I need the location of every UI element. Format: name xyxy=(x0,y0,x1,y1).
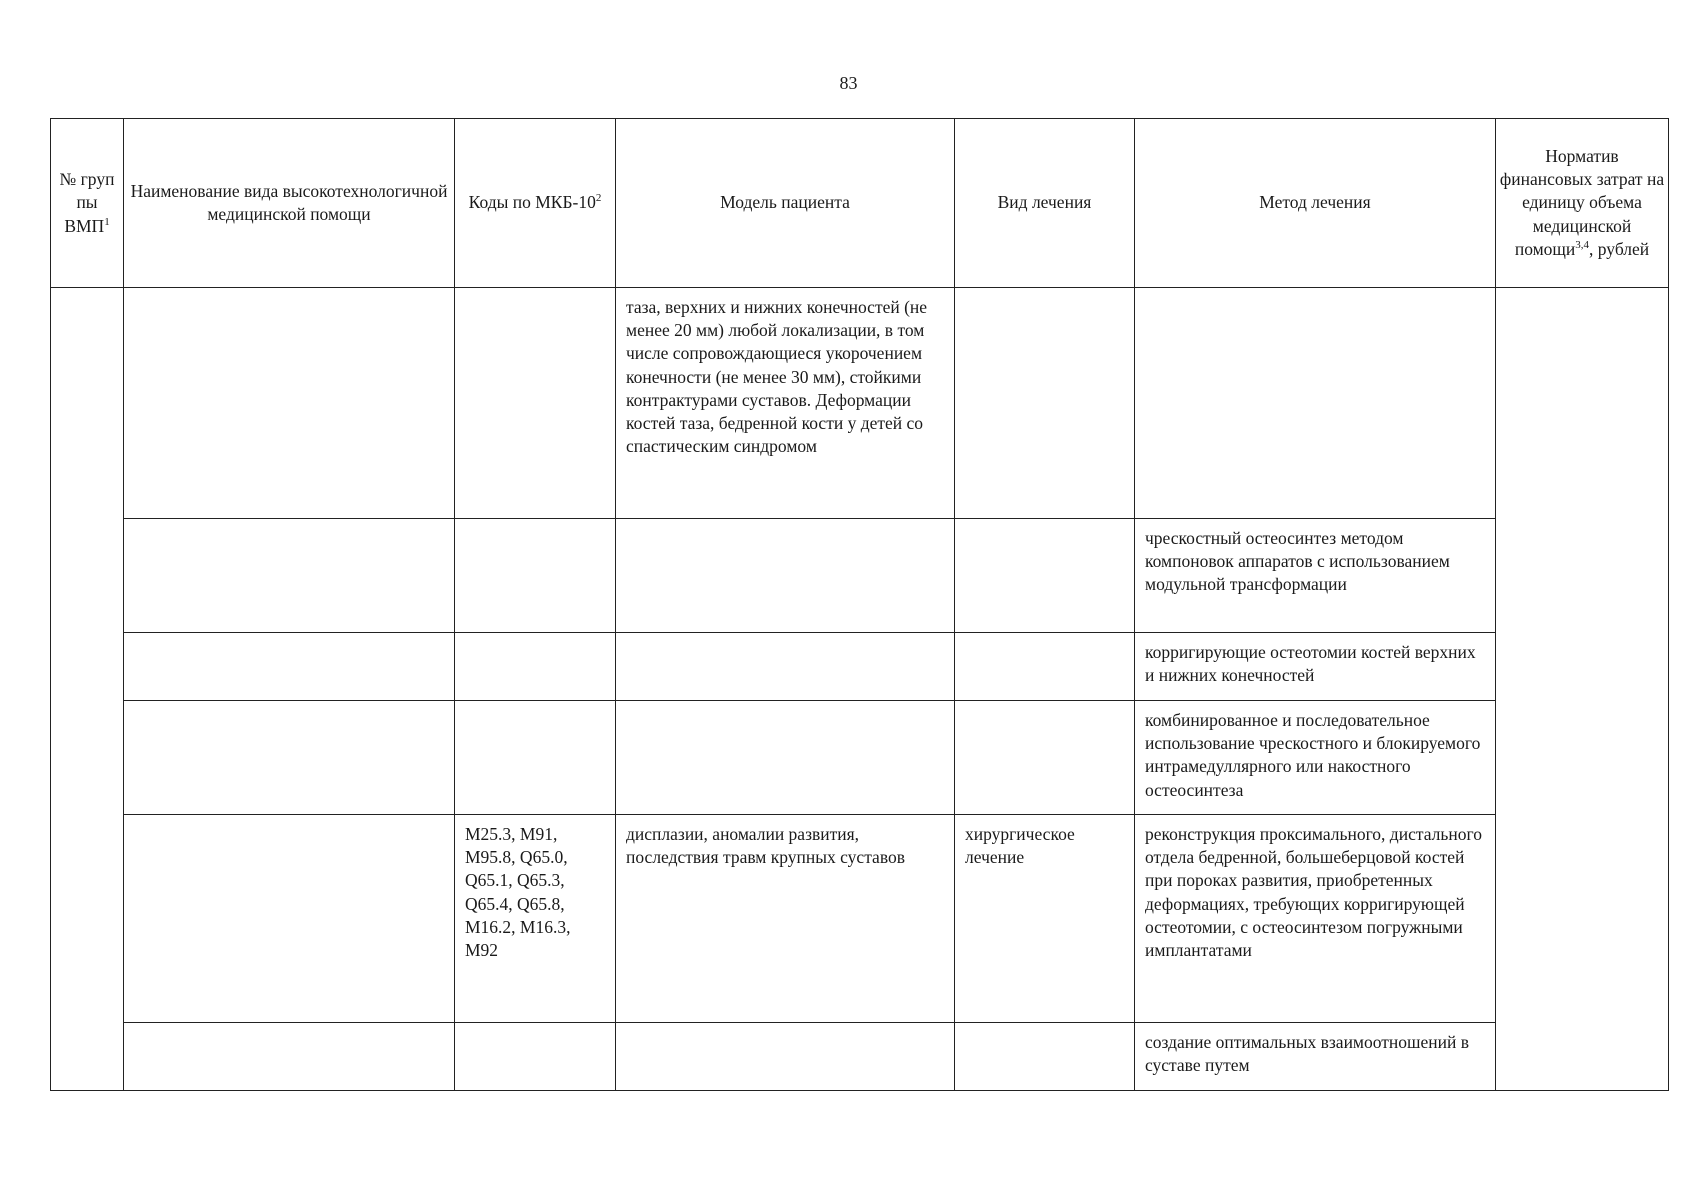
page-number: 83 xyxy=(839,73,858,93)
header-patient-model: Модель пациента xyxy=(616,119,955,288)
table-row xyxy=(51,701,1669,815)
treatment-type-cell: хирургическое лечение xyxy=(955,815,1135,1023)
table-row xyxy=(51,288,1669,519)
icd-codes-cell xyxy=(455,633,616,701)
cost-norm-cell xyxy=(1496,288,1669,1091)
treatment-method-cell: чрескостный остеосинтез методом компоновок аппаратов с использованием модульной трансформации xyxy=(1135,519,1496,633)
care-name-cell xyxy=(124,701,455,815)
table-row xyxy=(51,815,1669,1023)
header-care-name: Наименование вида высокотехнологичной медицинской помощи xyxy=(124,119,455,288)
patient-model-cell xyxy=(616,701,955,815)
care-name-cell xyxy=(124,815,455,1023)
header-group-number: № груп пы ВМП$^1$ xyxy=(51,119,124,288)
treatment-type-cell xyxy=(955,519,1135,633)
treatment-type-cell xyxy=(955,701,1135,815)
table-row xyxy=(51,1023,1669,1091)
patient-model-cell: таза, верхних и нижних конечностей (не менее 20 мм) любой локализации, в том числе сопровождающиеся укорочением конечности (не менее 30 мм), стойкими контрактурами суставов. Деформации костей таза, бедренной кости у детей со спастическим синдромом xyxy=(616,288,955,519)
icd-codes-cell xyxy=(455,701,616,815)
icd-codes-cell: M25.3, M91, M95.8, Q65.0, Q65.1, Q65.3, Q65.4, Q65.8, M16.2, M16.3, M92 xyxy=(455,815,616,1023)
treatment-method-cell: комбинированное и последовательное использование чрескостного и блокируемого интрамедуллярного или накостного остеосинтеза xyxy=(1135,701,1496,815)
header-cost-norm: Норматив финансовых затрат на единицу объема медицинской помощи$^{3,4}$, рублей xyxy=(1496,119,1669,288)
treatment-type-cell xyxy=(955,1023,1135,1091)
table-row xyxy=(51,519,1669,633)
care-name-cell xyxy=(124,633,455,701)
patient-model-cell xyxy=(616,519,955,633)
patient-model-cell xyxy=(616,1023,955,1091)
patient-model-cell xyxy=(616,633,955,701)
care-name-cell xyxy=(124,1023,455,1091)
care-name-cell xyxy=(124,519,455,633)
icd-codes-cell xyxy=(455,1023,616,1091)
treatment-method-cell xyxy=(1135,288,1496,519)
icd-codes-cell xyxy=(455,519,616,633)
header-treatment-type: Вид лечения xyxy=(955,119,1135,288)
treatment-type-cell xyxy=(955,288,1135,519)
treatment-type-cell xyxy=(955,633,1135,701)
header-icd-codes: Коды по МКБ-$10^2$ xyxy=(455,119,616,288)
icd-codes-cell xyxy=(455,288,616,519)
patient-model-cell: дисплазии, аномалии развития, последствия травм крупных суставов xyxy=(616,815,955,1023)
treatment-method-cell: реконструкция проксимального, дистального отдела бедренной, большеберцовой костей при пороках развития, приобретенных деформациях, требующих корригирующей остеотомии, с остеосинтезом погружными имплантатами xyxy=(1135,815,1496,1023)
treatment-method-cell: создание оптимальных взаимоотношений в суставе путем xyxy=(1135,1023,1496,1091)
group-number-cell xyxy=(51,288,124,1091)
treatment-method-cell: корригирующие остеотомии костей верхних и нижних конечностей xyxy=(1135,633,1496,701)
vmp-table xyxy=(50,118,1669,1091)
table-row xyxy=(51,633,1669,701)
care-name-cell xyxy=(124,288,455,519)
table-header-row xyxy=(51,119,1669,288)
header-treatment-method: Метод лечения xyxy=(1135,119,1496,288)
